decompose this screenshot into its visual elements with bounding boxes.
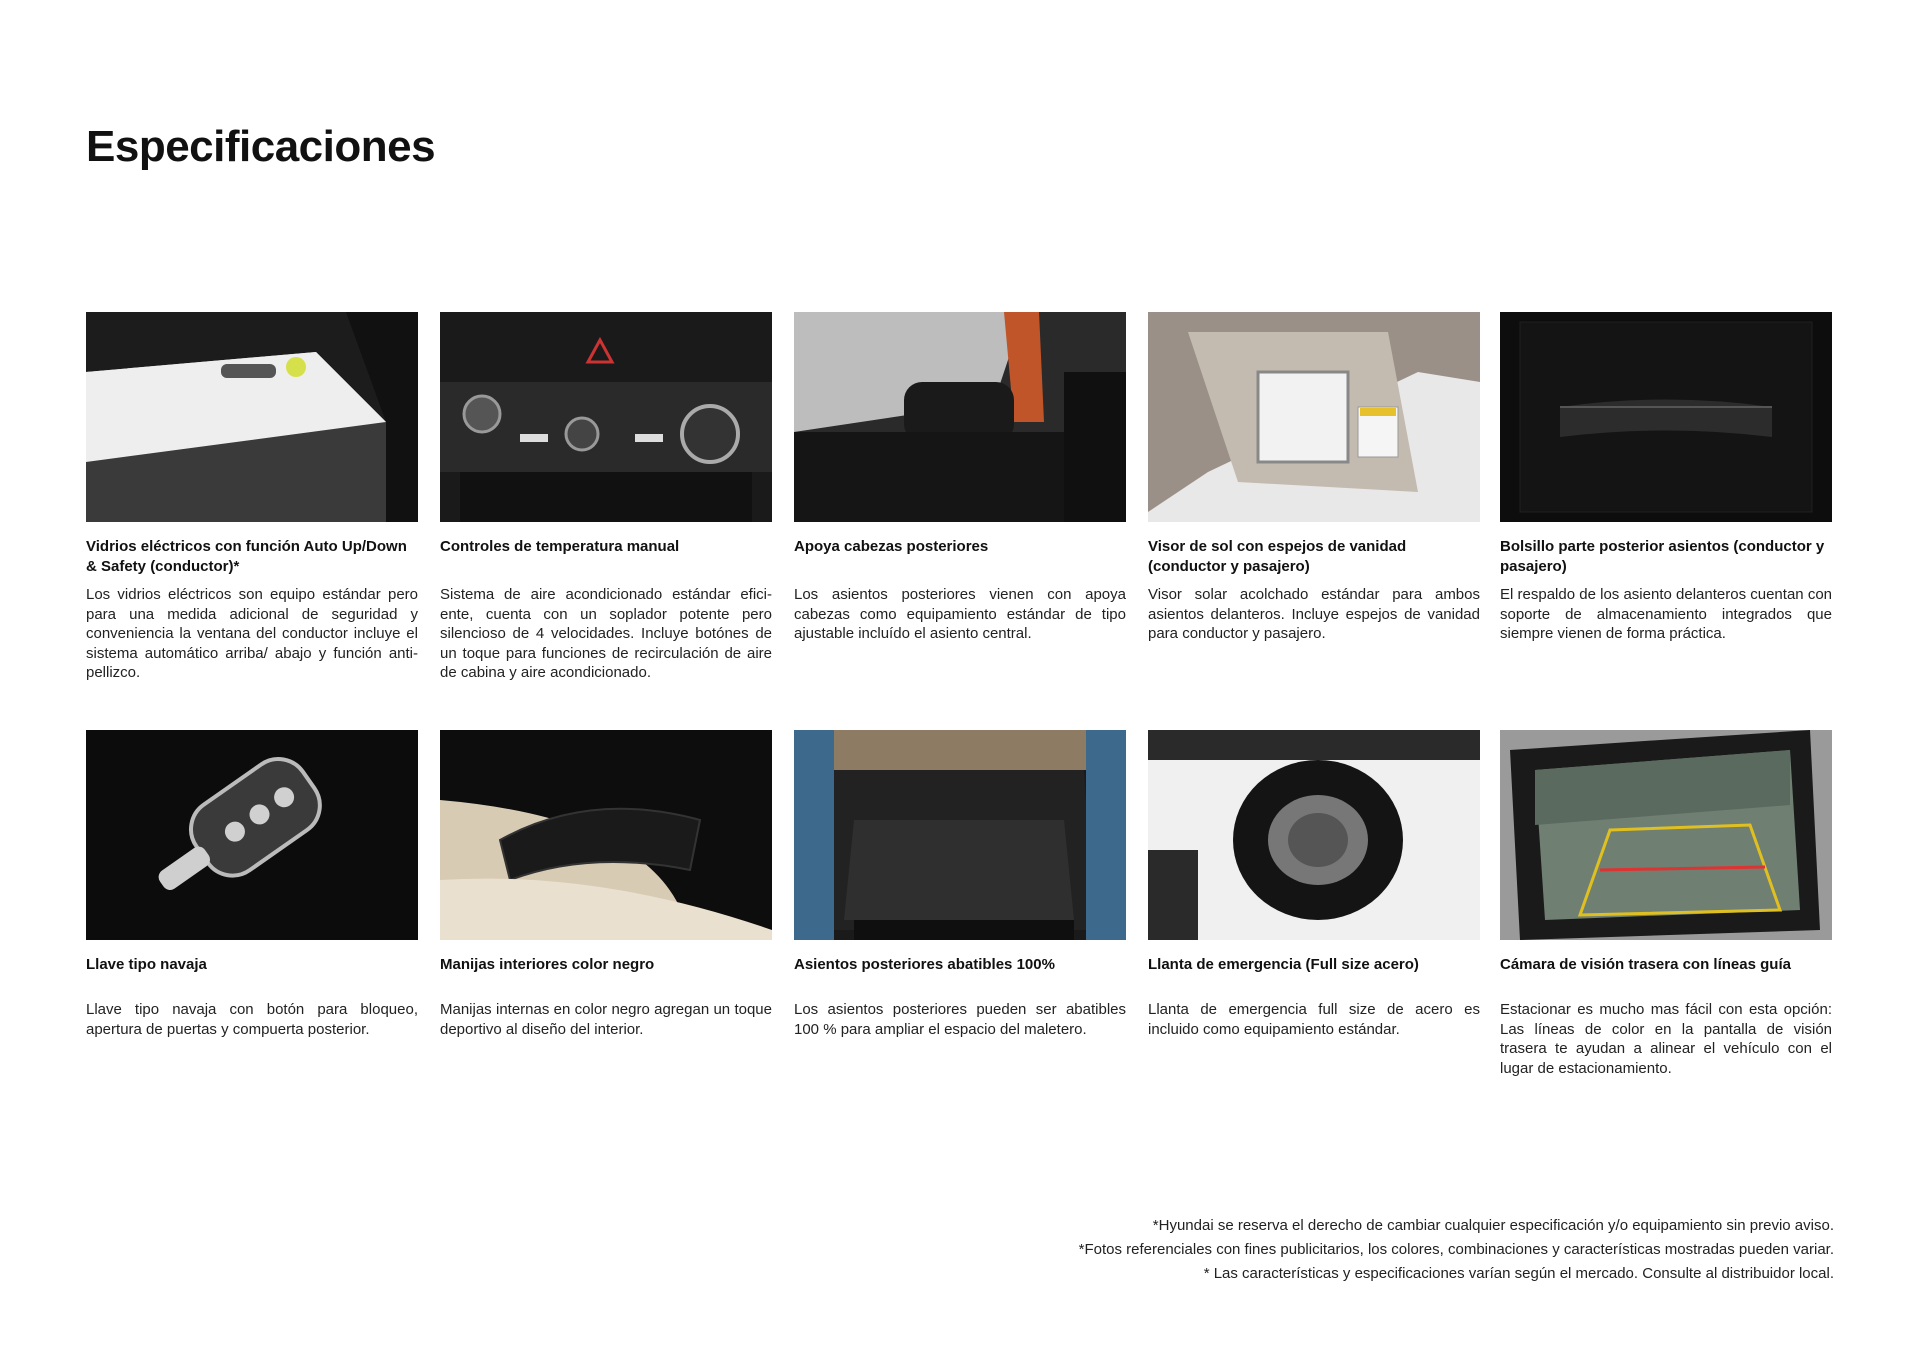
feature-card-rear-headrests — [794, 312, 1126, 642]
flip-key-photo — [86, 730, 418, 940]
feature-description: Sistema de aire acondicionado estándar efici-ente, cuenta con un soplador potente pero silencioso de 4 velocidades. Incluye botónes de un toque para funciones de recirculación de aire de cabina y aire acondicionado. — [440, 586, 772, 681]
spare-tire-photo — [1148, 730, 1480, 940]
feature-heading: Manijas interiores color negro — [440, 956, 655, 973]
seatback-pocket-photo — [1500, 312, 1832, 522]
feature-heading: Llave tipo navaja — [86, 956, 207, 973]
feature-description: Estacionar es mucho mas fácil con esta opción: Las líneas de color en la pantalla de visión trasera te ayudan a alinear el vehículo con el lugar de estacionamiento. — [1500, 1001, 1832, 1077]
feature-description: Los asientos posteriores pueden ser abatibles 100 % para ampliar el espacio del maletero. — [794, 1001, 1126, 1038]
feature-heading: Visor de sol con espejos de vanidad (conductor y pasajero) — [1148, 538, 1407, 575]
feature-heading: Vidrios eléctricos con función Auto Up/Down & Safety (conductor)* — [86, 538, 407, 575]
feature-description: Manijas internas en color negro agregan un toque deportivo al diseño del interior. — [440, 1001, 772, 1038]
rear-camera-photo — [1500, 730, 1832, 940]
feature-card-door-handles — [440, 730, 772, 1038]
feature-card-climate-controls — [440, 312, 772, 681]
feature-card-power-windows — [86, 312, 418, 681]
footnote: *Fotos referenciales con fines publicitarios, los colores, combinaciones y características mostradas pueden variar. — [1078, 1241, 1834, 1258]
feature-heading: Cámara de visión trasera con líneas guía — [1500, 956, 1791, 973]
power-window-photo — [86, 312, 418, 522]
rear-headrest-photo — [794, 312, 1126, 522]
feature-description: El respaldo de los asiento delanteros cuentan con soporte de almacenamiento integrados que siempre vienen de forma práctica. — [1500, 586, 1832, 642]
feature-heading: Bolsillo parte posterior asientos (conductor y pasajero) — [1500, 538, 1825, 575]
feature-heading: Apoya cabezas posteriores — [794, 538, 989, 555]
feature-card-spare-tire — [1148, 730, 1480, 1038]
feature-card-flip-key — [86, 730, 418, 1038]
page-title: Especificaciones — [86, 122, 436, 171]
feature-description: Los vidrios eléctricos son equipo estándar pero para una medida adicional de seguridad y conveniencia la ventana del conductor incluye el sistema automático arriba/ abajo y función anti-pellizco. — [86, 586, 418, 681]
feature-description: Visor solar acolchado estándar para ambos asientos delanteros. Incluye espejos de vanidad para conductor y pasajero. — [1148, 586, 1480, 642]
feature-description: Los asientos posteriores vienen con apoya cabezas como equipamiento estándar de tipo ajustable incluído el asiento central. — [794, 586, 1126, 642]
feature-card-seatback-pocket — [1500, 312, 1832, 642]
feature-card-sun-visor — [1148, 312, 1480, 642]
feature-description: Llanta de emergencia full size de acero es incluido como equipamiento estándar. — [1148, 1001, 1480, 1038]
folding-seats-photo — [794, 730, 1126, 940]
feature-heading: Controles de temperatura manual — [440, 538, 680, 555]
footnote: *Hyundai se reserva el derecho de cambiar cualquier especificación y/o equipamiento sin previo aviso. — [1152, 1217, 1834, 1234]
feature-description: Llave tipo navaja con botón para bloqueo, apertura de puertas y compuerta posterior. — [86, 1001, 418, 1038]
door-handle-photo — [440, 730, 772, 940]
feature-card-folding-seats — [794, 730, 1126, 1038]
footnotes — [1079, 1214, 1834, 1286]
climate-controls-photo — [440, 312, 772, 522]
feature-card-rear-camera — [1500, 730, 1832, 1077]
feature-heading: Llanta de emergencia (Full size acero) — [1148, 956, 1419, 973]
feature-heading: Asientos posteriores abatibles 100% — [794, 956, 1055, 973]
footnote: * Las características y especificaciones varían según el mercado. Consulte al distribuidor local. — [1203, 1265, 1834, 1282]
sun-visor-photo — [1148, 312, 1480, 522]
